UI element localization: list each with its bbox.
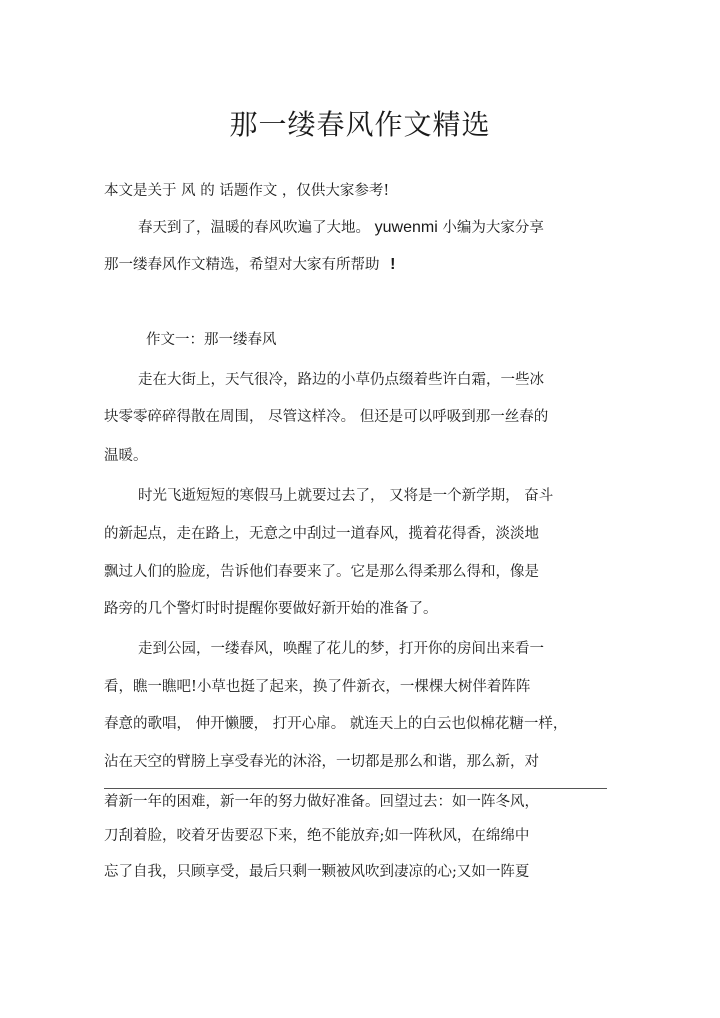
body-line: 路旁的几个警灯时时提醒你要做好新开始的准备了。 [104, 601, 438, 617]
body-line: 时光飞逝短短的寒假马上就要过去了， 又将是一个新学期， 奋斗 [138, 488, 554, 504]
lead-text-b: 小编为大家分享 [442, 220, 544, 236]
site-brand-text: yuwenmi [374, 219, 438, 236]
lead-paragraph-line-1 [138, 218, 544, 238]
essay-heading: 作文一：那一缕春风 [146, 332, 277, 348]
lead-text-c: 那一缕春风作文精选，希望对大家有所帮助 [104, 257, 380, 273]
body-line: 刀刮着脸，咬着牙齿要忍下来，绝不能放弃;如一阵秋风，在绵绵中 [104, 828, 530, 844]
lead-text-a: 春天到了，温暖的春风吹遍了大地。 [138, 220, 370, 236]
lead-exclamation: ! [390, 256, 396, 273]
body-line: 块零零碎碎得散在周围， 尽管这样冷。 但还是可以呼吸到那一丝春的 [104, 409, 549, 425]
body-line: 沾在天空的臂膀上享受春光的沐浴，一切都是那么和谐，那么新，对 [104, 754, 539, 770]
body-line: 看，瞧一瞧吧!小草也挺了起来，换了件新衣，一棵棵大树伴着阵阵 [104, 679, 531, 695]
body-line: 走到公园，一缕春风，唤醒了花儿的梦，打开你的房间出来看一 [138, 641, 544, 657]
body-line: 走在大街上，天气很冷，路边的小草仍点缀着些许白霜，一些冰 [138, 372, 544, 388]
body-line: 温暖。 [104, 448, 148, 464]
body-line: 忘了自我，只顾享受，最后只剩一颗被风吹到凄凉的心;又如一阵夏 [104, 864, 530, 880]
body-line: 春意的歌唱， 伸开懒腰， 打开心扉。 就连天上的白云也似棉花糖一样， [104, 716, 568, 732]
document-title: 那一缕春风作文精选 [229, 108, 491, 141]
intro-line: 本文是关于 风 的 话题作文 ，仅供大家参考! [104, 183, 390, 199]
lead-paragraph-line-2 [104, 255, 395, 275]
page-divider [104, 788, 607, 789]
body-line: 的新起点，走在路上，无意之中刮过一道春风，揽着花得香，淡淡地 [104, 526, 539, 542]
body-line: 着新一年的困难，新一年的努力做好准备。回望过去：如一阵冬风， [104, 794, 539, 810]
body-line: 飘过人们的脸庞，告诉他们春要来了。它是那么得柔那么得和，像是 [104, 564, 539, 580]
